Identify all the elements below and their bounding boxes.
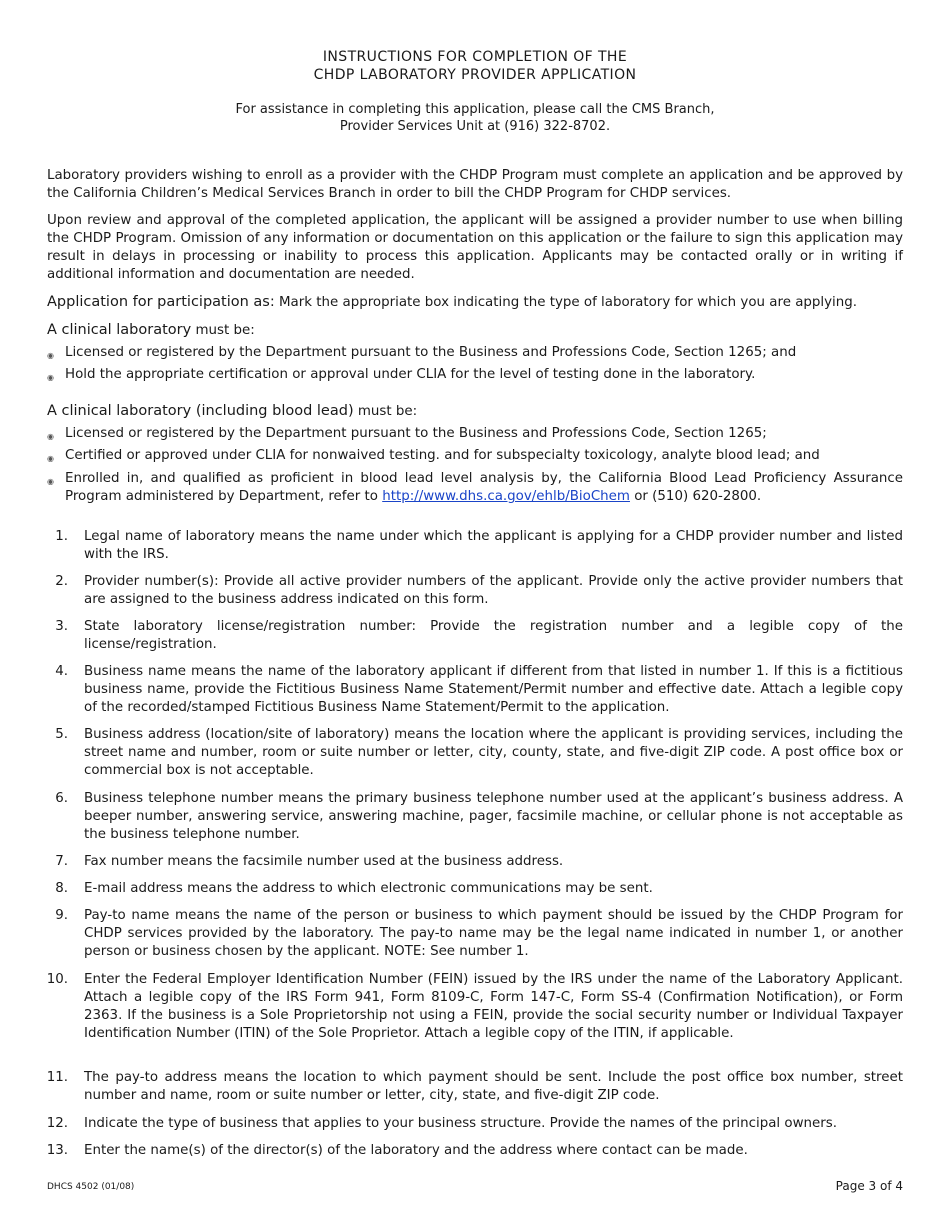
clinical-bullet-2: ◉ Hold the appropriate certification or approval under CLIA for the level of testing done in the laboratory. — [47, 366, 903, 384]
item-text: E-mail address means the address to which electronic communications may be sent. — [84, 881, 653, 896]
page-number: Page 3 of 4 — [835, 1179, 903, 1193]
blood-lead-bullet-3 — [47, 470, 903, 506]
list-item — [40, 971, 903, 1043]
item-number: 3. — [55, 619, 68, 634]
clinical-blood-lead-tail: must be: — [353, 404, 418, 419]
circle-bullet-icon: ◉ — [47, 351, 54, 360]
item-text: Provider number(s): Provide all active provider numbers of the applicant. Provide only the active provider numbers that are assigned to the business address indicated on this form. — [84, 574, 903, 607]
item-text: Enter the Federal Employer Identification Number (FEIN) issued by the IRS under the name of the Laboratory Applicant. Attach a legible copy of the IRS Form 941, Form 8109-C, Form 147-C, Form SS-4 (Confirmation Notification), or Form 2363. If the business is a Sole Proprietorship not using a FEIN, provide the social security number or Individual Taxpayer Identification Number (ITIN) of the Sole Proprietor. Attach a legible copy of the ITIN, if applicable. — [84, 972, 903, 1041]
circle-bullet-icon: ◉ — [47, 454, 54, 463]
list-item — [40, 726, 903, 780]
circle-bullet-icon: ◉ — [47, 477, 54, 486]
item-text: Business address (location/site of laboratory) means the location where the applicant is providing services, including the street name and number, room or suite number or letter, city, county, state, and five-digit ZIP code. A post office box or commercial box is not acceptable. — [84, 727, 903, 778]
item-text: Pay-to name means the name of the person or business to which payment should be issued by the CHDP Program for CHDP services provided by the laboratory. The pay-to name may be the legal name indicated in number 1, or another person or business chosen by the applicant. NOTE: See number 1. — [84, 908, 903, 959]
participation-text: Mark the appropriate box indicating the type of laboratory for which you are applying. — [274, 295, 858, 310]
blood-lead-bullet-2: ◉ Certified or approved under CLIA for nonwaived testing. and for subspecialty toxicology, analyte blood lead; and — [47, 447, 903, 465]
list-item — [40, 1069, 903, 1105]
item-number: 9. — [55, 908, 68, 923]
item-number: 6. — [55, 791, 68, 806]
item-number: 11. — [46, 1070, 68, 1085]
assistance-line-1: For assistance in completing this application, please call the CMS Branch, — [235, 102, 715, 117]
item-number: 8. — [55, 881, 68, 896]
participation-lead: Application for participation as: — [47, 294, 275, 310]
list-item — [40, 790, 903, 844]
form-id: DHCS 4502 (01/08) — [47, 1182, 135, 1192]
clinical-lab-heading — [47, 321, 903, 340]
bullet-3-phone: or (510) 620-2800. — [629, 489, 762, 504]
item-number: 10. — [46, 972, 68, 987]
clinical-bullet-1: ◉ Licensed or registered by the Department pursuant to the Business and Professions Code, Section 1265; and — [47, 344, 903, 362]
circle-bullet-icon: ◉ — [47, 373, 54, 382]
item-number: 5. — [55, 727, 68, 742]
participation-heading — [47, 293, 903, 312]
list-item — [40, 573, 903, 609]
bullet-3-text: Enrolled in, and qualified as proficient in blood lead level analysis by, the California Blood Lead Proficiency Assurance Program administered by Department, refer to — [65, 471, 903, 504]
clinical-lab-lead: A clinical laboratory — [47, 322, 192, 338]
clinical-lab-tail: must be: — [191, 323, 255, 338]
assistance-note — [0, 101, 950, 135]
circle-bullet-icon: ◉ — [47, 432, 54, 441]
clinical-blood-lead-heading — [47, 402, 903, 421]
biochem-link[interactable]: http://www.dhs.ca.gov/ehlb/BioChem — [382, 489, 630, 504]
item-text: Enter the name(s) of the director(s) of the laboratory and the address where contact can be made. — [84, 1143, 748, 1158]
blood-lead-bullet-1: ◉ Licensed or registered by the Department pursuant to the Business and Professions Code, Section 1265; — [47, 425, 903, 443]
list-item — [40, 618, 903, 654]
item-text: Business name means the name of the laboratory applicant if different from that listed in number 1. If this is a fictitious business name, provide the Fictitious Business Name Statement/Permit number and effective date. Attach a legible copy of the recorded/stamped Fictitious Business Name Statement/Permit to the application. — [84, 664, 903, 715]
item-number: 4. — [55, 664, 68, 679]
title-line-2: CHDP LABORATORY PROVIDER APPLICATION — [313, 67, 637, 83]
list-item — [40, 663, 903, 717]
list-item — [40, 528, 903, 564]
item-number: 2. — [55, 574, 68, 589]
item-text: Indicate the type of business that applies to your business structure. Provide the names of the principal owners. — [84, 1116, 837, 1131]
list-item — [40, 853, 903, 871]
item-number: 13. — [46, 1143, 68, 1158]
item-text: Legal name of laboratory means the name under which the applicant is applying for a CHDP provider number and listed with the IRS. — [84, 529, 903, 562]
item-text: The pay-to address means the location to which payment should be sent. Include the post office box number, street number and name, room or suite number or letter, city, state, and five-digit ZIP code. — [84, 1070, 903, 1103]
clinical-blood-lead-lead: A clinical laboratory (including blood lead) — [47, 403, 354, 419]
list-item — [40, 1142, 903, 1160]
assistance-line-2: Provider Services Unit at (916) 322-8702. — [339, 119, 611, 134]
intro-paragraph-1: Laboratory providers wishing to enroll as a provider with the CHDP Program must complete an application and be approved by the California Children’s Medical Services Branch in order to bill the CHDP Program for CHDP services. — [47, 168, 903, 201]
item-number: 7. — [55, 854, 68, 869]
list-item — [40, 880, 903, 898]
title-line-1: INSTRUCTIONS FOR COMPLETION OF THE — [322, 49, 628, 65]
item-number: 1. — [55, 529, 68, 544]
item-number: 12. — [46, 1116, 68, 1131]
list-item — [40, 1115, 903, 1133]
page-title — [0, 48, 950, 84]
item-text: State laboratory license/registration number: Provide the registration number and a legible copy of the license/registration. — [84, 619, 903, 652]
item-text: Business telephone number means the primary business telephone number used at the applicant’s business address. A beeper number, answering service, answering machine, pager, facsimile machine, or cellular phone is not acceptable as the business telephone number. — [84, 791, 903, 842]
intro-paragraph-2: Upon review and approval of the completed application, the applicant will be assigned a provider number to use when billing the CHDP Program. Omission of any information or documentation on this application or the failure to sign this application may result in delays in processing or inability to process this application. Applicants may be contacted orally or in writing if additional information and documentation are needed. — [47, 213, 903, 282]
item-text: Fax number means the facsimile number used at the business address. — [84, 854, 564, 869]
list-item — [40, 907, 903, 961]
